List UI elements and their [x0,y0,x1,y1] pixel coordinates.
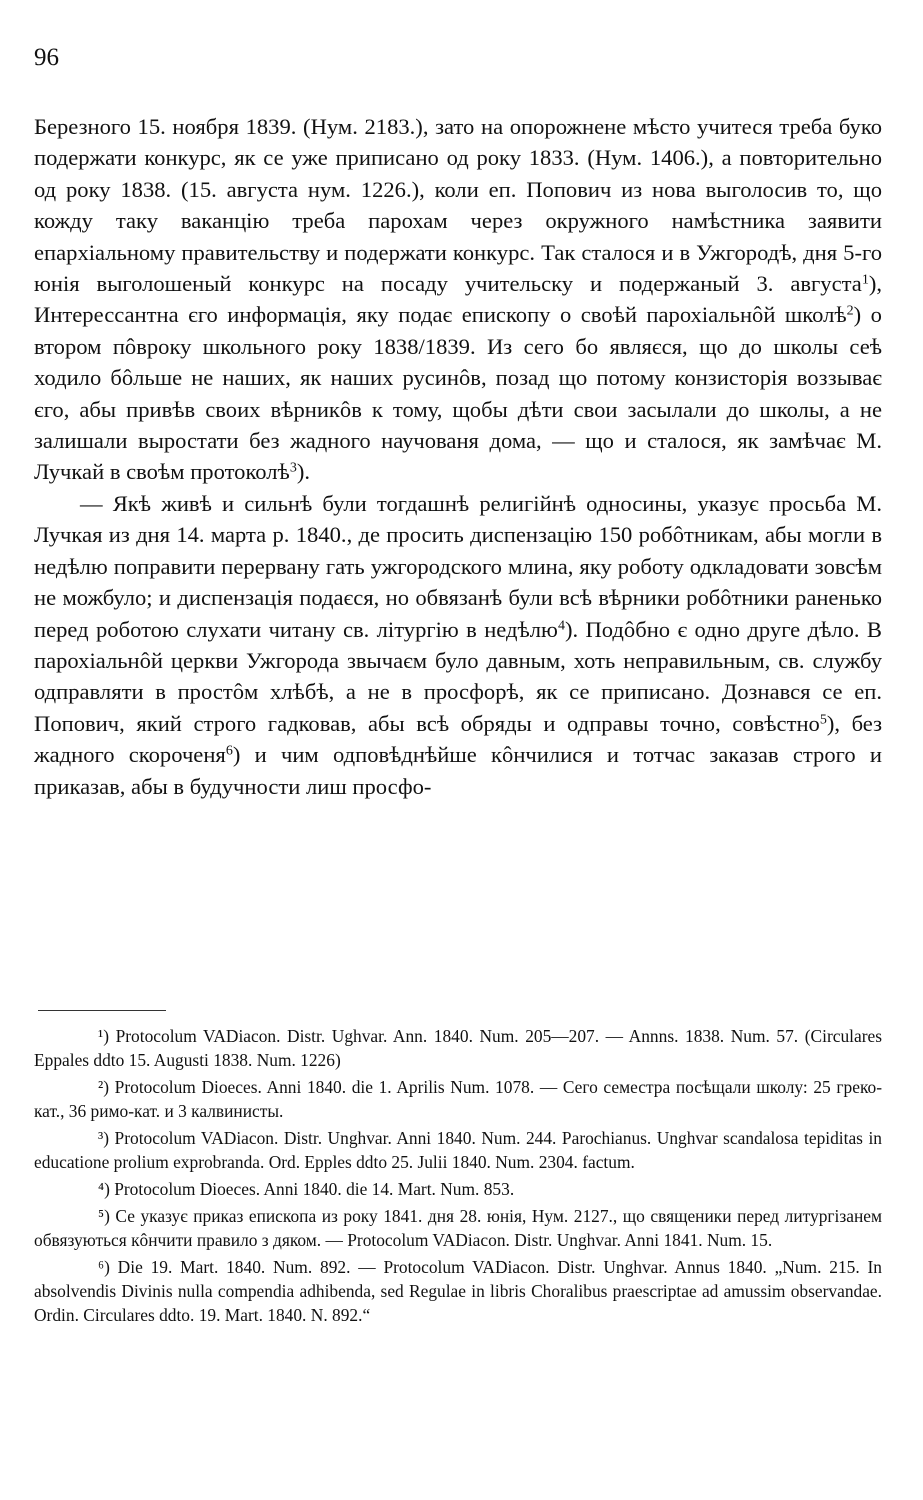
page-number: 96 [34,44,59,71]
footnote-text: Protocolum VADiacon. Distr. Ughvar. Ann. 1840. Num. 205—207. — Annns. 1838. Num. 57. (Circulares Eppales ddto 15. Augusti 1838. Num. 1226) [34,1026,882,1070]
footnote-reference: 6 [225,743,233,759]
footnote-text: Се указує приказ епископа из року 1841. дня 28. юнія, Нум. 2127., що священики перед литургізанем обвязуються кôнчити правило з дяком. — Protocolum VADiacon. Distr. Unghvar. Anni 1841. Num. 15. [34,1206,882,1250]
footnote [34,1204,882,1252]
footnote [34,1255,882,1327]
body-paragraph [34,488,882,802]
footnote-reference: 1 [861,272,869,288]
footnote [34,1075,882,1123]
footnote-text: Protocolum Dioeces. Anni 1840. die 14. Mart. Num. 853. [114,1179,515,1199]
footnote [34,1024,882,1072]
footnote-marker: ⁴) [98,1179,110,1199]
text-segment: Березного 15. ноября 1839. (Нум. 2183.), зато на опорожнене мѣсто учитеся треба буко подержати конкурс, як се уже приписано од року 1833. (Нум. 1406.), а повторительно од року 1838. (15. августа нум. 1226.), коли еп. Попович из нова выголосив то, що кожду таку ваканцію треба парохам через окружного намѣстника заявити епархіальному правительству и подержати конкурс. Так сталося и в Ужгородѣ, дня 5-го юнія выголошеный конкурс на посаду учительску и подержаный 3. августа [34,114,882,297]
footnotes [34,1024,882,1330]
footnote-reference: 2 [846,303,854,319]
footnote [34,1126,882,1174]
footnote-marker: ⁵) [98,1206,110,1226]
footnote-text: Die 19. Mart. 1840. Num. 892. — Protocolum VADiacon. Distr. Unghvar. Annus 1840. „Num. 215. In absolvendis Divinis nulla compendia adhibenda, sed Regulae in libris Choralibus praescriptae ad amussim observandae. Ordin. Circulares ddto. 19. Mart. 1840. N. 892.“ [34,1257,882,1325]
footnote-reference: 4 [557,617,565,633]
footnote-reference: 5 [819,712,827,728]
text-segment: ) и чим одповѣднѣйше кôнчилися и тотчас заказав строго и приказав, абы в будучности лиш просфо- [34,742,882,799]
text-segment: ), без жадного скороченя [34,710,883,768]
footnote-marker: ³) [98,1128,110,1148]
footnote-marker: ²) [98,1077,110,1097]
footnote-reference: 3 [289,460,297,476]
text-segment: ). Подôбно є одно друге дѣло. В парохіальнôй церкви Ужгорода звычаєм було давным, хоть неправильным, св. службу одправляти в простôм хлѣбѣ, а не в просфорѣ, як се приписано. Дознався се еп. Попович, який строго гадковав, абы всѣ обряды и одправы точно, совѣстно [34,616,882,736]
body-paragraph [34,111,882,488]
footnote-marker: ¹) [98,1026,110,1046]
text-segment: ), Интерессантна єго информація, яку подає епископу о своѣй парохіальнôй школѣ [34,271,882,328]
body-text [34,111,882,802]
text-segment: — Якѣ живѣ и сильнѣ були тогдашнѣ религійнѣ односины, указує просьба М. Лучкая из дня 14. марта р. 1840., де просить диспензацію 150 робôтникам, абы могли в недѣлю поправити перервану гать ужгородского млина, яку роботу одкладовати зовсѣм не можбуло; и диспензація подаєся, но обвязанѣ були всѣ вѣрники робôтники раненько перед роботою слухати читану св. літургію в недѣлю [34,490,882,642]
footnote-text: Protocolum Dioeces. Anni 1840. die 1. Aprilis Num. 1078. — Сего семестра посѣщали школу: 25 греко-кат., 36 римо-кат. и 3 калвинисты. [34,1077,882,1121]
footnote-text: Protocolum VADiacon. Distr. Unghvar. Anni 1840. Num. 244. Parochianus. Unghvar scandalosa tepiditas in educatione prolium exprobranda. Ord. Epples ddto 25. Julii 1840. Num. 2304. factum. [34,1128,882,1172]
text-segment: ) о втором пôвроку школьного року 1838/1839. Из сего бо являєся, що до школы сеѣ ходило бôльше не наших, як наших русинôв, позад що потому конзисторія воззыває єго, абы привѣв своих вѣрникôв к тому, щобы дѣти свои засылали до школы, а не залишали выростати без жадного научованя дома, — що и сталося, як замѣчає М. Лучкай в своѣм протоколѣ [34,302,882,485]
footnote [34,1177,882,1201]
footnote-marker: ⁶) [98,1257,110,1277]
text-segment: ). [296,459,311,485]
footnote-divider [38,1010,166,1011]
